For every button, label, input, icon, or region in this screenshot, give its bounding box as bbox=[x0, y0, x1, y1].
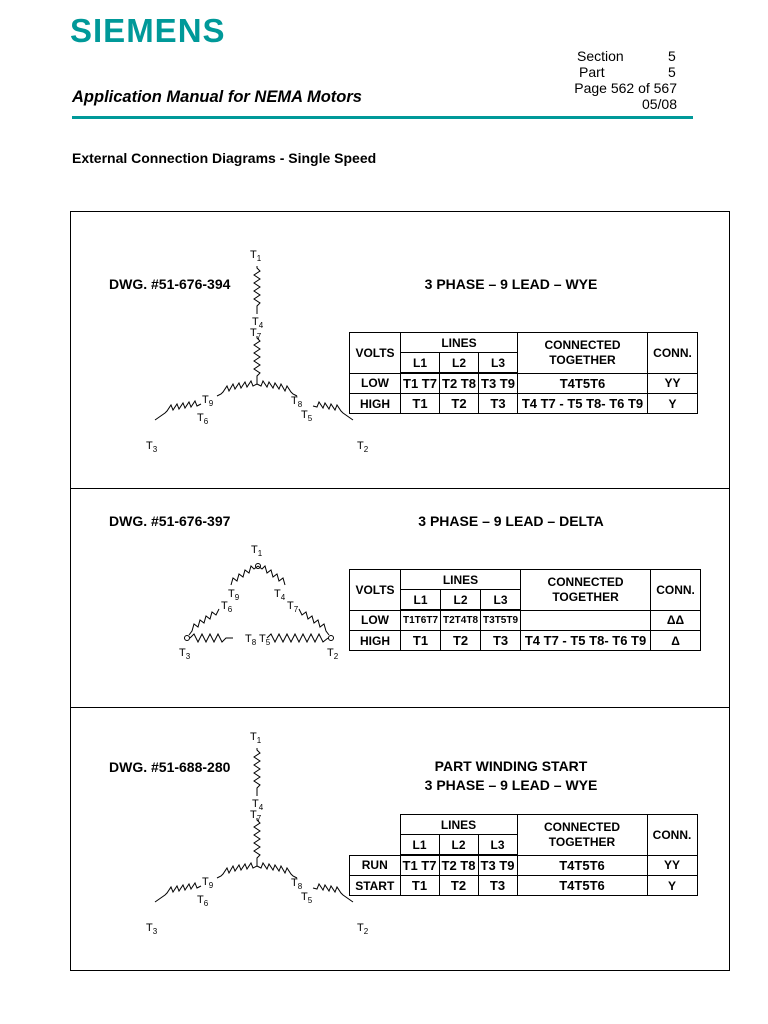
row-label: RUN bbox=[350, 855, 401, 876]
l1-header: L1 bbox=[401, 353, 440, 374]
table-row bbox=[350, 373, 698, 394]
connection-table bbox=[349, 814, 698, 896]
row-label: LOW bbox=[350, 373, 401, 394]
conn-value: ΔΔ bbox=[651, 610, 701, 631]
l1-value: T1T6T7 bbox=[401, 610, 441, 631]
l2-value: T2 T8 bbox=[440, 373, 479, 394]
terminal-label-t4: $T_4$ bbox=[252, 798, 264, 812]
panel-title: 3 PHASE – 9 LEAD – WYE bbox=[424, 276, 598, 292]
table-row bbox=[350, 610, 701, 631]
terminal-label-t3: $T_3$ bbox=[179, 647, 191, 661]
conn-value: Δ bbox=[651, 631, 701, 651]
l2-value: T2 bbox=[439, 876, 478, 896]
terminal-label-t8: $T_8$ bbox=[245, 633, 257, 647]
meta-labels bbox=[577, 48, 624, 80]
manual-title: Application Manual for NEMA Motors bbox=[72, 88, 362, 106]
conn-header: CONN. bbox=[648, 333, 698, 374]
terminal-label-t2: $T_2$ bbox=[357, 440, 369, 454]
terminal-label-t7: $T_7$ bbox=[287, 600, 299, 614]
l2-header: L2 bbox=[441, 590, 481, 611]
table-row bbox=[350, 855, 698, 876]
terminal-label-t6: $T_6$ bbox=[221, 600, 233, 614]
section-title: External Connection Diagrams - Single Speed bbox=[72, 150, 377, 166]
part-value: 5 bbox=[668, 64, 676, 80]
lines-header: LINES bbox=[401, 570, 521, 590]
drawing-number: DWG. #51-676-394 bbox=[109, 276, 231, 292]
panel-title: 3 PHASE – 9 LEAD – DELTA bbox=[418, 513, 604, 529]
blank-corner bbox=[350, 815, 401, 856]
terminal-label-t3: $T_3$ bbox=[146, 440, 158, 454]
revision-date: 05/08 bbox=[641, 96, 677, 112]
terminal-label-t7: $T_7$ bbox=[250, 327, 262, 341]
drawing-number: DWG. #51-688-280 bbox=[109, 759, 231, 775]
conn-value: Y bbox=[648, 394, 698, 414]
l2-header: L2 bbox=[440, 353, 479, 374]
terminal-label-t5: $T_5$ bbox=[301, 891, 313, 905]
terminal-label-t8: $T_8$ bbox=[291, 395, 303, 409]
terminal-label-t1: $T_1$ bbox=[250, 731, 262, 745]
lines-header: LINES bbox=[401, 333, 518, 353]
l3-value: T3 T9 bbox=[479, 373, 518, 394]
panel-part-winding bbox=[71, 707, 729, 971]
terminal-label-t6: $T_6$ bbox=[197, 894, 209, 908]
volts-header: VOLTS bbox=[350, 333, 401, 374]
terminal-label-t1: $T_1$ bbox=[251, 544, 263, 558]
l3-header: L3 bbox=[478, 835, 517, 856]
l1-value: T1 T7 bbox=[401, 373, 440, 394]
row-label: START bbox=[350, 876, 401, 896]
volts-header: VOLTS bbox=[350, 570, 401, 611]
l1-header: L1 bbox=[401, 590, 441, 611]
l3-value: T3 bbox=[478, 876, 517, 896]
l3-value: T3 bbox=[481, 631, 521, 651]
l3-value: T3 bbox=[479, 394, 518, 414]
l2-value: T2T4T8 bbox=[441, 610, 481, 631]
panel-title-line2: 3 PHASE – 9 LEAD – WYE bbox=[424, 777, 598, 793]
table-row bbox=[350, 876, 698, 896]
connected-together-header: CONNECTED TOGETHER bbox=[521, 570, 651, 611]
part-label: Part bbox=[579, 64, 605, 80]
connected-together-header: CONNECTED TOGETHER bbox=[518, 333, 648, 374]
conn-value: YY bbox=[647, 855, 697, 876]
terminal-label-t3: $T_3$ bbox=[146, 922, 158, 936]
wye-diagram bbox=[141, 244, 369, 464]
l1-value: T1 bbox=[401, 631, 441, 651]
meta-values bbox=[668, 48, 676, 80]
terminal-label-t1: $T_1$ bbox=[250, 249, 262, 263]
siemens-logo: SIEMENS bbox=[70, 12, 226, 49]
panel-wye bbox=[71, 212, 729, 488]
row-label: HIGH bbox=[350, 394, 401, 414]
connected-value: T4T5T6 bbox=[518, 373, 648, 394]
terminal-label-t4: $T_4$ bbox=[274, 588, 286, 602]
section-label: Section bbox=[577, 48, 624, 64]
section-value: 5 bbox=[668, 48, 676, 64]
panel-delta bbox=[71, 488, 729, 707]
terminal-label-t9: $T_9$ bbox=[202, 394, 214, 408]
panel-title-line1: PART WINDING START bbox=[434, 758, 588, 774]
table-row bbox=[350, 394, 698, 414]
l2-value: T2 bbox=[440, 394, 479, 414]
diagram-frame bbox=[70, 211, 730, 971]
l2-header: L2 bbox=[439, 835, 478, 856]
row-label: HIGH bbox=[350, 631, 401, 651]
connection-table bbox=[349, 569, 701, 651]
l1-value: T1 bbox=[401, 394, 440, 414]
l1-value: T1 T7 bbox=[400, 855, 439, 876]
conn-value: YY bbox=[648, 373, 698, 394]
terminal-label-t7: $T_7$ bbox=[250, 809, 262, 823]
terminal-label-t9: $T_9$ bbox=[202, 876, 214, 890]
conn-value: Y bbox=[647, 876, 697, 896]
l3-header: L3 bbox=[479, 353, 518, 374]
terminal-label-t2: $T_2$ bbox=[357, 922, 369, 936]
connected-value: T4T5T6 bbox=[517, 855, 647, 876]
l3-header: L3 bbox=[481, 590, 521, 611]
table-row bbox=[350, 631, 701, 651]
terminal-label-t2: $T_2$ bbox=[327, 647, 339, 661]
delta-diagram bbox=[171, 539, 351, 699]
l1-value: T1 bbox=[400, 876, 439, 896]
drawing-number: DWG. #51-676-397 bbox=[109, 513, 231, 529]
l3-value: T3T5T9 bbox=[481, 610, 521, 631]
connected-value: T4T5T6 bbox=[517, 876, 647, 896]
connected-together-header: CONNECTED TOGETHER bbox=[517, 815, 647, 856]
row-label: LOW bbox=[350, 610, 401, 631]
header-rule bbox=[72, 116, 693, 119]
terminal-label-t4: $T_4$ bbox=[252, 316, 264, 330]
terminal-label-t8: $T_8$ bbox=[291, 877, 303, 891]
l2-value: T2 T8 bbox=[439, 855, 478, 876]
lines-header: LINES bbox=[400, 815, 517, 835]
terminal-label-t9: $T_9$ bbox=[228, 588, 240, 602]
connected-value: T4 T7 - T5 T8- T6 T9 bbox=[518, 394, 648, 414]
l2-value: T2 bbox=[441, 631, 481, 651]
connected-value bbox=[521, 610, 651, 631]
terminal-label-t5: $T_5$ bbox=[301, 409, 313, 423]
l1-header: L1 bbox=[400, 835, 439, 856]
conn-header: CONN. bbox=[651, 570, 701, 611]
terminal-label-t6: $T_6$ bbox=[197, 412, 209, 426]
page-meta bbox=[567, 80, 677, 112]
connection-table bbox=[349, 332, 698, 414]
terminal-label-t5: $T_5$ bbox=[259, 633, 271, 647]
conn-header: CONN. bbox=[647, 815, 697, 856]
l3-value: T3 T9 bbox=[478, 855, 517, 876]
wye-diagram bbox=[141, 726, 369, 946]
page-number: Page 562 of 567 bbox=[574, 80, 677, 96]
connected-value: T4 T7 - T5 T8- T6 T9 bbox=[521, 631, 651, 651]
